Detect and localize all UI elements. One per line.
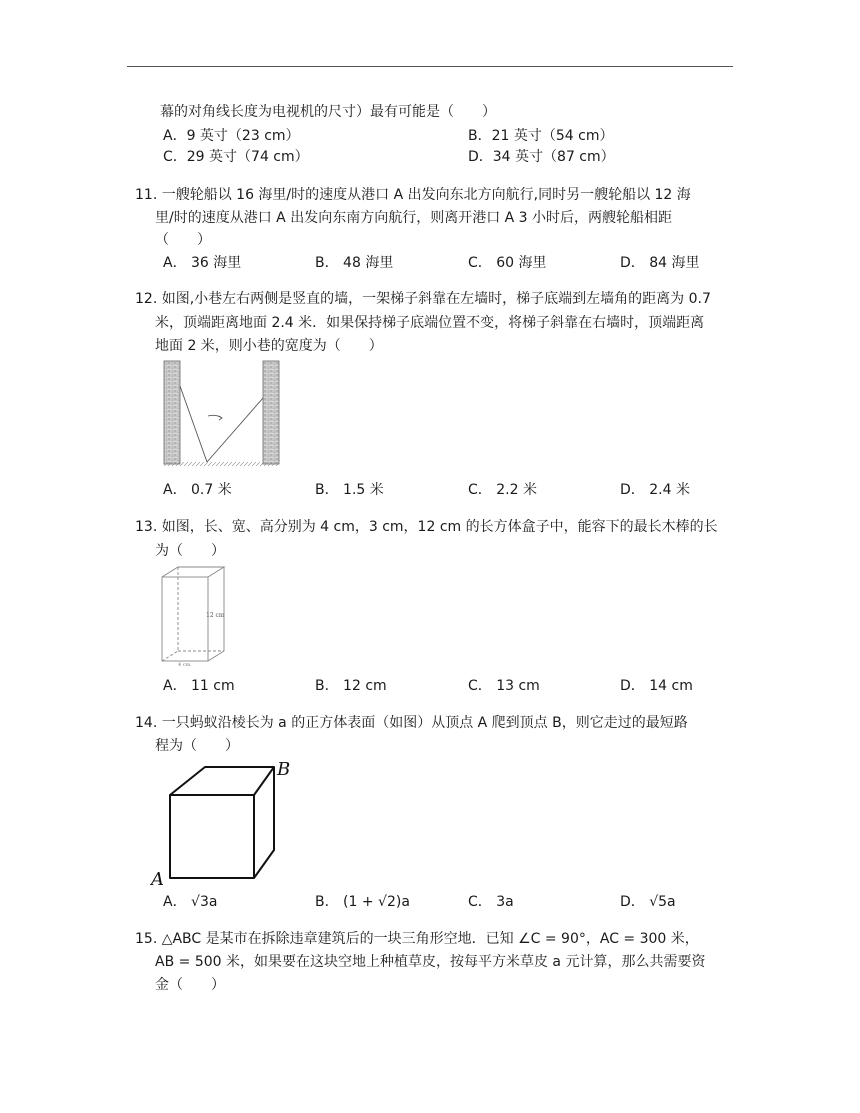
- cube-front-face: [170, 795, 254, 878]
- vertex-b-label: B: [277, 759, 291, 780]
- q14-option-a: A． √3a: [163, 894, 218, 910]
- vertex-a-label: A: [151, 869, 164, 888]
- right-wall: [263, 361, 279, 464]
- q11-option-c: C． 60 海里: [468, 255, 547, 271]
- ladder-left: [180, 386, 207, 462]
- q13-option-b: B． 12 cm: [315, 678, 387, 694]
- q14-line-1: 14. 一只蚂蚁沿棱长为 a 的正方体表面（如图）从顶点 A 爬到顶点 B，则它走过的最短路: [135, 715, 688, 731]
- q11-option-b: B． 48 海里: [315, 255, 394, 271]
- ground: [164, 462, 279, 466]
- q13-line-1: 13. 如图，长、宽、高分别为 4 cm，3 cm，12 cm 的长方体盒子中，能容下的最长木棒的长: [135, 519, 718, 535]
- q12-line-3: 地面 2 米，则小巷的宽度为（ ）: [155, 338, 383, 354]
- cube-right-face: [254, 767, 274, 878]
- cuboid-length-label: 4 cm: [178, 662, 191, 667]
- ladder-right: [207, 398, 263, 462]
- cuboid-figure: [158, 565, 238, 667]
- cube-top-face: [170, 767, 274, 795]
- q13-option-d: D． 14 cm: [620, 678, 693, 694]
- q15-line-2: AB = 500 米，如果要在这块空地上种植草皮，按每平方米草皮 a 元计算，那么共需要资: [155, 954, 706, 970]
- q12-option-d: D． 2.4 米: [620, 482, 690, 498]
- q15-line-1: 15. △ABC 是某市在拆除违章建筑后的一块三角形空地．已知 ∠C = 90°，AC = 300 米，: [135, 931, 699, 947]
- q11-option-d: D． 84 海里: [620, 255, 700, 271]
- q10-option-d: D．34 英寸（87 cm）: [468, 149, 615, 165]
- q11-option-a: A． 36 海里: [163, 255, 242, 271]
- q11-line-1: 11. 一艘轮船以 16 海里/时的速度从港口 A 出发向东北方向航行,同时另一艘轮船以 12 海: [135, 187, 691, 203]
- q13-option-c: C． 13 cm: [468, 678, 540, 694]
- q13-option-a: A． 11 cm: [163, 678, 235, 694]
- q15-line-3: 金（ ）: [155, 977, 225, 993]
- q10-stem: 幕的对角线长度为电视机的尺寸）最有可能是（ ）: [160, 104, 496, 120]
- q13-line-2: 为（ ）: [155, 543, 225, 559]
- q14-line-2: 程为（ ）: [155, 738, 239, 754]
- q14-option-d: D． √5a: [620, 894, 676, 910]
- header-rule: [127, 66, 733, 67]
- left-wall: [164, 361, 180, 464]
- q11-line-2: 里/时的速度从港口 A 出发向东南方向航行，则离开港口 A 3 小时后，两艘轮船相距: [155, 210, 673, 226]
- q11-line-3: （ ）: [155, 232, 211, 248]
- cube-figure: [150, 758, 300, 888]
- q10-option-c: C．29 英寸（74 cm）: [163, 149, 309, 165]
- q12-line-1: 12. 如图,小巷左右两侧是竖直的墙，一架梯子斜靠在左墙时，梯子底端到左墙角的距离为 0.7: [135, 291, 711, 307]
- q12-line-2: 米，顶端距离地面 2.4 米．如果保持梯子底端位置不变，将梯子斜靠在右墙时，顶端距离: [155, 315, 705, 331]
- q12-option-a: A． 0.7 米: [163, 482, 232, 498]
- q12-option-c: C． 2.2 米: [468, 482, 537, 498]
- cuboid-height-label: 12 cm: [206, 612, 225, 619]
- q10-option-b: B．21 英寸（54 cm）: [468, 128, 614, 144]
- q14-option-c: C． 3a: [468, 894, 514, 910]
- q10-option-a: A．9 英寸（23 cm）: [163, 128, 300, 144]
- alley-ladder-figure: [160, 358, 285, 468]
- q12-option-b: B． 1.5 米: [315, 482, 384, 498]
- q14-option-b: B． (1 + √2)a: [315, 894, 410, 910]
